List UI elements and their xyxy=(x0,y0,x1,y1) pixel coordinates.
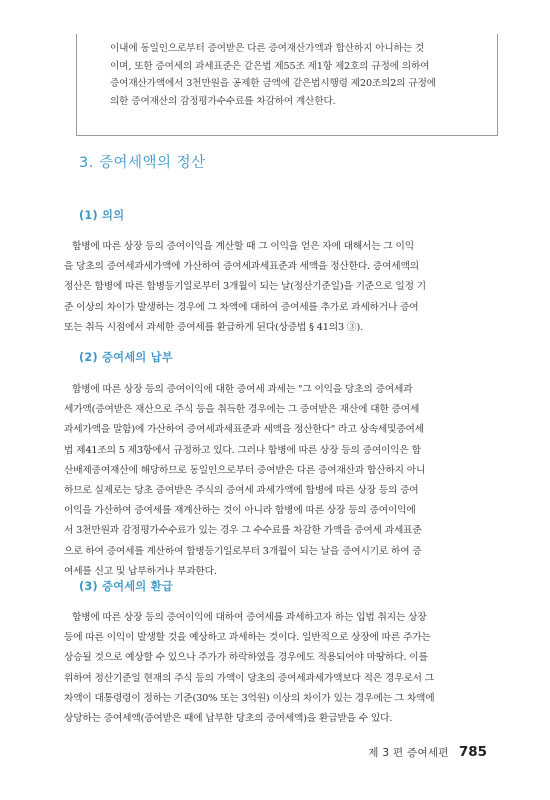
paragraph-payment xyxy=(64,380,492,582)
paragraph-line: 산배제증여재산에 해당하므로 동일인으로부터 증여받은 다른 증여재산과 합산하지 아니 xyxy=(64,464,426,476)
paragraph-line: 정산은 합병에 따른 합병등기일로부터 3개월이 되는 날(정산기준일)을 기준으로 일정 기 xyxy=(64,281,426,293)
paragraph-meaning xyxy=(64,237,492,338)
subsection-title-meaning: (1) 의의 xyxy=(79,209,125,222)
paragraph-line: 합병에 따른 상장 등의 증여이익에 대하여 증여세를 과세하고자 하는 입법 취지는 상장 xyxy=(72,612,427,623)
paragraph-line: 을 당초의 증여세과세가액에 가산하여 증여세과세표준과 세액을 정산한다. 증여세액의 xyxy=(64,261,419,273)
paragraph-line: 등에 따른 이익이 발생할 것을 예상하고 과세하는 것이다. 일반적으로 상장에 따른 주가는 xyxy=(64,632,431,644)
quote-line: 증여재산가액에서 3천만원을 공제한 금액에 같은법시행령 제20조의2의 규정에 xyxy=(110,78,436,90)
paragraph-line: 과세가액을 말함)에 가산하여 증여세과세표준과 세액을 정산한다" 라고 상속세및증여세 xyxy=(64,424,424,436)
quote-line: 의한 증여재산의 감정평가수수료를 차감하여 계산한다. xyxy=(110,95,336,107)
paragraph-line: 차액이 대통령령이 정하는 기준(30% 또는 3억원) 이상의 차이가 있는 경우에는 그 차액에 xyxy=(64,692,435,704)
paragraph-refund xyxy=(64,608,492,729)
page-number: 785 xyxy=(458,744,487,760)
section-title: 3. 증여세액의 정산 xyxy=(79,155,206,171)
paragraph-line: 상당하는 증여세액(증여받은 때에 납부한 당초의 증여세액)을 환급받을 수 있다. xyxy=(64,713,393,725)
quote-box xyxy=(76,34,498,136)
paragraph-line: 또는 취득 시점에서 과세한 증여세를 환급하게 된다(상증법 § 41의3 ③). xyxy=(64,321,364,333)
paragraph-line: 하므로 실제로는 당초 증여받은 주식의 증여세 과세가액에 합병에 따른 상장 등의 증여 xyxy=(64,485,419,497)
subsection-title-refund: (3) 증여세의 환급 xyxy=(79,580,173,593)
paragraph-line: 위하여 정산기준일 현재의 주식 등의 가액이 당초의 증여세과세가액보다 적은 경우로서 그 xyxy=(64,672,434,684)
paragraph-line: 으로 하여 증여세를 계산하여 합병등기일로부터 3개월이 되는 날을 증여시기로 하여 증 xyxy=(64,545,422,557)
subsection-title-payment: (2) 증여세의 납부 xyxy=(79,351,173,364)
paragraph-line: 합병에 따른 상장 등의 증여이익에 대한 증여세 과세는 "그 이익을 당초의 증여세과 xyxy=(72,384,413,395)
paragraph-line: 준 이상의 차이가 발생하는 경우에 그 차액에 대하여 증여세를 추가로 과세하거나 증여 xyxy=(64,301,419,313)
page-footer xyxy=(368,744,487,760)
paragraph-line: 이익을 가산하여 증여세를 재계산하는 것이 아니라 합병에 따른 상장 등의 증여이익에 xyxy=(64,505,416,517)
paragraph-line: 서 3천만원과 감정평가수수료가 있는 경우 그 수수료를 차감한 가액을 증여세 과세표준 xyxy=(64,525,422,537)
paragraph-line: 합병에 따른 상장 등의 증여이익을 계산할 때 그 이익을 얻은 자에 대해서는 그 이익 xyxy=(72,241,414,252)
paragraph-line: 법 제41조의 5 제3항에서 규정하고 있다. 그러나 합병에 따른 상장 등의 증여이익은 합 xyxy=(64,444,421,456)
quote-line: 이내에 동일인으로부터 증여받은 다른 증여재산가액과 합산하지 아니하는 것 xyxy=(110,43,425,54)
paragraph-line: 여세를 신고 및 납부하거나 부과한다. xyxy=(64,565,217,577)
paragraph-line: 상승될 것으로 예상할 수 있으나 주가가 하락하였을 경우에도 적용되어야 마땅하다. 이를 xyxy=(64,652,428,664)
quote-line: 이며, 또한 증여세의 과세표준은 같은법 제55조 제1항 제2호의 규정에 의하여 xyxy=(110,60,430,72)
footer-section-label: 제 3 편 증여세편 xyxy=(368,747,449,759)
paragraph-line: 세가액(증여받은 재산으로 주식 등을 취득한 경우에는 그 증여받은 재산에 대한 증여세 xyxy=(64,404,420,416)
